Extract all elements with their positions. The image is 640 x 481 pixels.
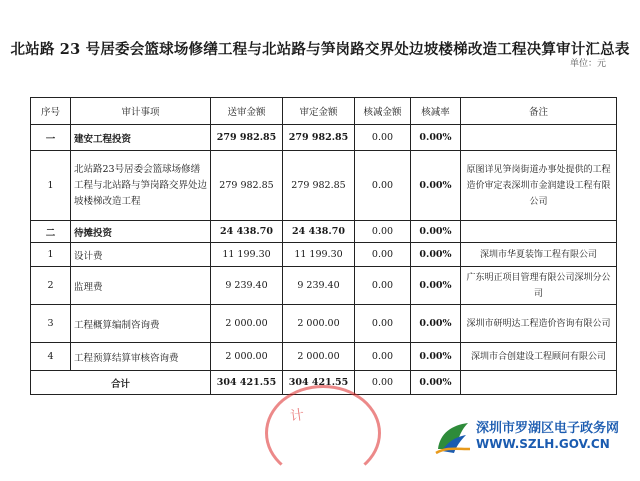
total-note [461, 371, 617, 395]
row-approved: 279 982.85 [283, 125, 355, 151]
table-row [31, 125, 617, 151]
row-no: 1 [31, 151, 71, 221]
header-approved: 审定金额 [283, 98, 355, 125]
header-note: 备注 [461, 98, 617, 125]
row-item: 待摊投资 [71, 221, 211, 243]
row-note: 深圳市研明达工程造价咨询有限公司 [461, 305, 617, 343]
stamp-text: 计 [289, 407, 306, 425]
row-item: 监理费 [71, 267, 211, 305]
table-row [31, 221, 617, 243]
row-rate: 0.00% [411, 305, 461, 343]
total-reduction: 0.00 [355, 371, 411, 395]
row-reduction: 0.00 [355, 125, 411, 151]
row-rate: 0.00% [411, 151, 461, 221]
row-reduction: 0.00 [355, 343, 411, 371]
total-submitted: 304 421.55 [211, 371, 283, 395]
audit-summary-table [30, 97, 617, 395]
row-no: 3 [31, 305, 71, 343]
unit-label: 单位：元 [569, 59, 606, 69]
row-rate: 0.00% [411, 125, 461, 151]
row-submitted: 2 000.00 [211, 343, 283, 371]
leaf-logo-icon [434, 419, 472, 455]
table-row [31, 305, 617, 343]
row-approved: 24 438.70 [283, 221, 355, 243]
table-row [31, 267, 617, 305]
row-no: 一 [31, 125, 71, 151]
row-rate: 0.00% [411, 267, 461, 305]
row-item: 工程概算编制咨询费 [71, 305, 211, 343]
header-no: 序号 [31, 98, 71, 125]
row-note [461, 221, 617, 243]
row-rate: 0.00% [411, 343, 461, 371]
row-submitted: 279 982.85 [211, 151, 283, 221]
table-row [31, 151, 617, 221]
header-item: 审计事项 [71, 98, 211, 125]
row-reduction: 0.00 [355, 221, 411, 243]
row-rate: 0.00% [411, 221, 461, 243]
row-reduction: 0.00 [355, 151, 411, 221]
row-item: 建安工程投资 [71, 125, 211, 151]
row-item: 北站路23号居委会篮球场修缮工程与北站路与笋岗路交界处边坡楼梯改造工程 [71, 151, 211, 221]
row-note: 深圳市合创建设工程顾问有限公司 [461, 343, 617, 371]
row-rate: 0.00% [411, 243, 461, 267]
row-no: 二 [31, 221, 71, 243]
row-approved: 11 199.30 [283, 243, 355, 267]
header-reduction: 核减金额 [355, 98, 411, 125]
row-note [461, 125, 617, 151]
row-submitted: 9 239.40 [211, 267, 283, 305]
total-label: 合计 [31, 371, 211, 395]
logo-site-url: WWW.SZLH.GOV.CN [476, 437, 610, 451]
total-approved: 304 421.55 [283, 371, 355, 395]
row-approved: 2 000.00 [283, 305, 355, 343]
row-reduction: 0.00 [355, 243, 411, 267]
row-submitted: 11 199.30 [211, 243, 283, 267]
red-stamp [265, 385, 381, 481]
row-note: 原图详见笋岗街道办事处提供的工程造价审定表深圳市金润建设工程有限公司 [461, 151, 617, 221]
table-row [31, 343, 617, 371]
header-rate: 核减率 [411, 98, 461, 125]
logo-site-name: 深圳市罗湖区电子政务网 [476, 421, 620, 436]
row-no: 4 [31, 343, 71, 371]
row-reduction: 0.00 [355, 305, 411, 343]
row-note: 广东明正项目管理有限公司深圳分公司 [461, 267, 617, 305]
row-submitted: 24 438.70 [211, 221, 283, 243]
row-no: 1 [31, 243, 71, 267]
row-item: 工程预算结算审核咨询费 [71, 343, 211, 371]
total-rate: 0.00% [411, 371, 461, 395]
row-no: 2 [31, 267, 71, 305]
row-item: 设计费 [71, 243, 211, 267]
row-submitted: 279 982.85 [211, 125, 283, 151]
document-title: 北站路 23 号居委会篮球场修缮工程与北站路与笋岗路交界处边坡楼梯改造工程决算审计汇总表 [10, 41, 630, 58]
row-approved: 9 239.40 [283, 267, 355, 305]
header-submitted: 送审金额 [211, 98, 283, 125]
site-logo[interactable] [430, 415, 640, 461]
row-note: 深圳市华夏装饰工程有限公司 [461, 243, 617, 267]
table-header-row [31, 98, 617, 125]
row-approved: 2 000.00 [283, 343, 355, 371]
row-approved: 279 982.85 [283, 151, 355, 221]
row-submitted: 2 000.00 [211, 305, 283, 343]
table-row [31, 243, 617, 267]
row-reduction: 0.00 [355, 267, 411, 305]
